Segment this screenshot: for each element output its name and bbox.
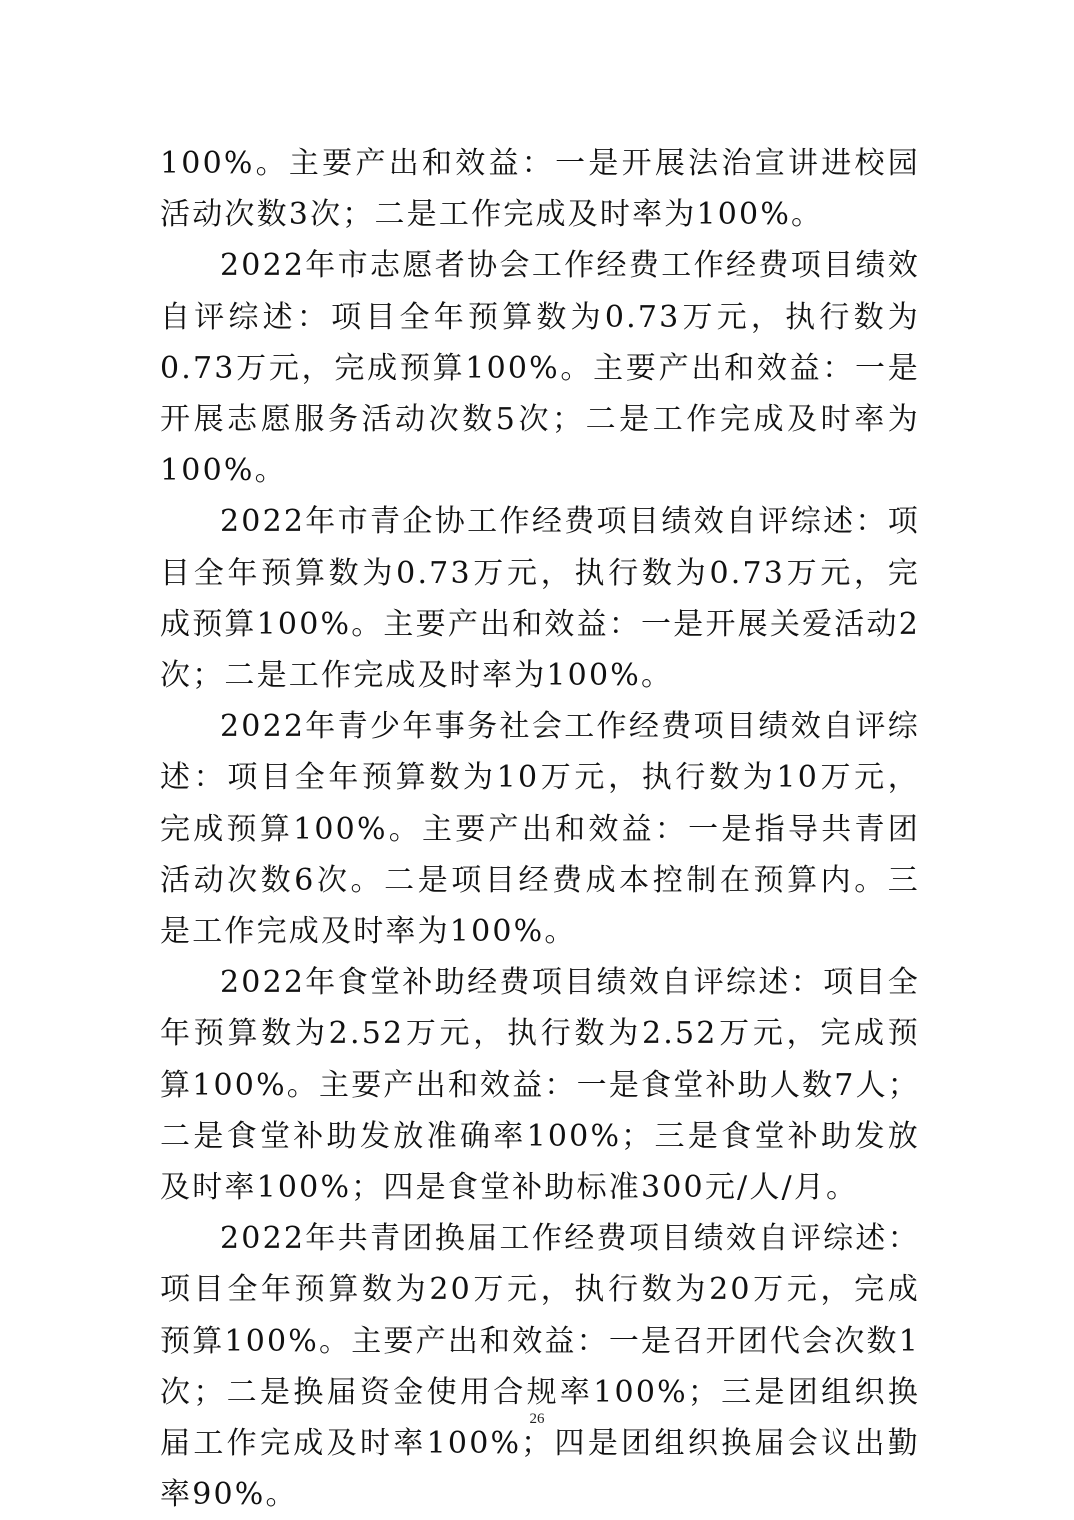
page-number: 26 <box>529 1411 545 1427</box>
paragraph-volunteer-association: 2022年市志愿者协会工作经费工作经费项目绩效自评综述：项目全年预算数为0.73万元，执行数为0.73万元，完成预算100%。主要产出和效益：一是开展志愿服务活动次数5次；二是工作完成及时率为100%。 <box>160 248 920 489</box>
paragraph-league-election: 2022年共青团换届工作经费项目绩效自评综述：项目全年预算数为20万元，执行数为20万元，完成预算100%。主要产出和效益：一是召开团代会次数1次；二是换届资金使用合规率100%；三是团组织换届工作完成及时率100%；四是团组织换届会议出勤率90%。 <box>160 1221 920 1513</box>
paragraph-canteen-subsidy: 2022年食堂补助经费项目绩效自评综述：项目全年预算数为2.52万元，执行数为2.52万元，完成预算100%。主要产出和效益：一是食堂补助人数7人；二是食堂补助发放准确率100%；三是食堂补助发放及时率100%；四是食堂补助标准300元/人/月。 <box>160 965 920 1206</box>
paragraph-youth-affairs: 2022年青少年事务社会工作经费项目绩效自评综述：项目全年预算数为10万元，执行数为10万元，完成预算100%。主要产出和效益：一是指导共青团活动次数6次。二是项目经费成本控制在预算内。三是工作完成及时率为100%。 <box>160 709 920 950</box>
paragraph-youth-entrepreneurs: 2022年市青企协工作经费项目绩效自评综述：项目全年预算数为0.73万元，执行数为0.73万元，完成预算100%。主要产出和效益：一是开展关爱活动2次；二是工作完成及时率为100%。 <box>160 504 920 694</box>
document-body <box>160 138 920 1520</box>
paragraph-1: 100%。主要产出和效益：一是开展法治宣讲进校园活动次数3次；二是工作完成及时率为100%。 <box>160 146 920 233</box>
